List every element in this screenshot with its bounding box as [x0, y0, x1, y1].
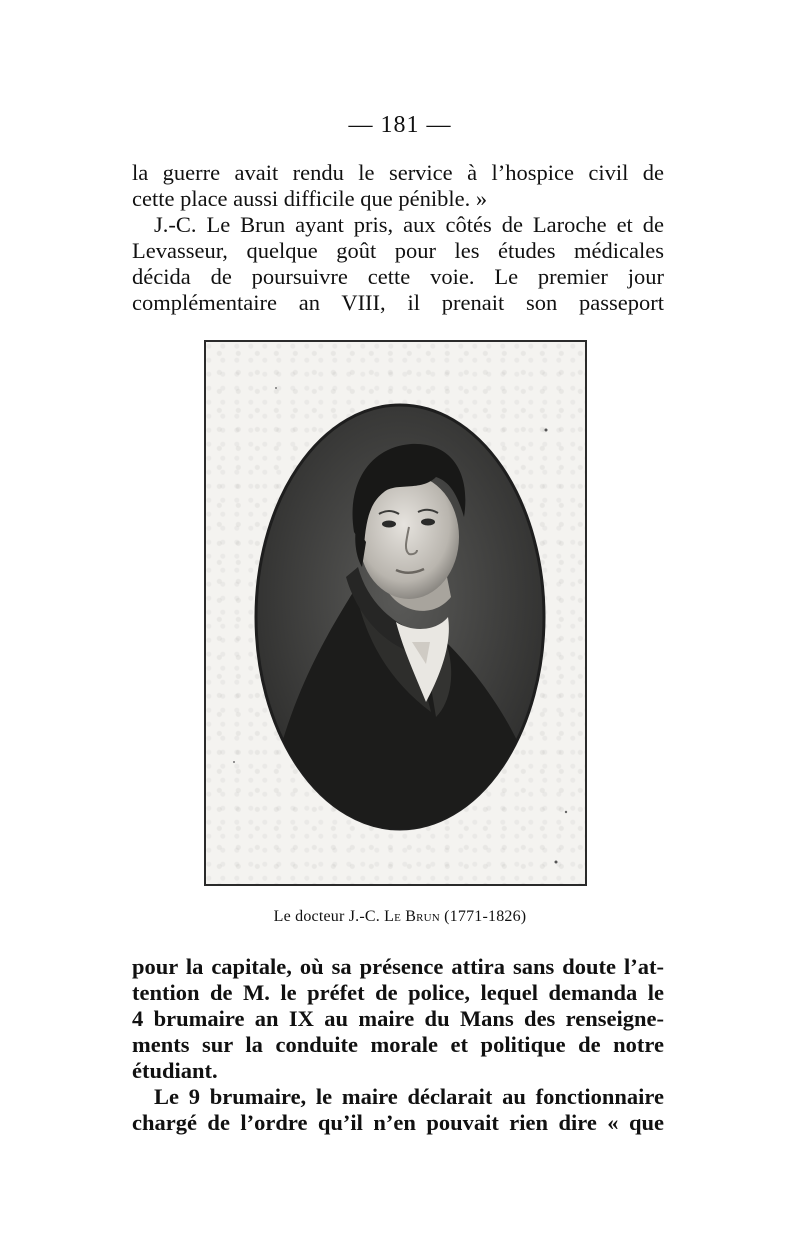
- caption-prefix: Le docteur J.-C.: [273, 908, 385, 925]
- text-line: cette place aussi difficile que pénible. »: [132, 186, 488, 211]
- figure-caption: [0, 908, 800, 926]
- portrait-image: [206, 342, 587, 886]
- text-line: étudiant.: [132, 1058, 218, 1083]
- text-line: Le 9 brumaire, le maire déclarait au fonctionnaire: [154, 1084, 664, 1109]
- text-line: tention de M. le préfet de police, lequel demanda le: [132, 980, 664, 1005]
- bottom-paragraph: [132, 954, 664, 1136]
- text-line: Levasseur, quelque goût pour les études médicales: [132, 238, 664, 263]
- text-line: J.-C. Le Brun ayant pris, aux côtés de Laroche et de: [154, 212, 664, 237]
- page-number: — 181 —: [348, 112, 452, 138]
- text-line: pour la capitale, où sa présence attira sans doute l’at-: [132, 954, 664, 979]
- text-line: décida de poursuivre cette voie. Le premier jour: [132, 264, 664, 289]
- caption-dates: (1771-1826): [439, 908, 527, 925]
- text-line: chargé de l’ordre qu’il n’en pouvait rien dire « que: [132, 1110, 664, 1135]
- text-line: complémentaire an VIII, il prenait son passeport: [132, 290, 664, 315]
- text-line: 4 brumaire an IX au maire du Mans des renseigne-: [132, 1006, 664, 1031]
- text-line: ments sur la conduite morale et politique de notre: [132, 1032, 664, 1057]
- portrait-figure: [204, 340, 587, 886]
- top-paragraph: [132, 160, 664, 316]
- text-line: la guerre avait rendu le service à l’hospice civil de: [132, 160, 664, 185]
- caption-name: Le Brun: [384, 908, 440, 925]
